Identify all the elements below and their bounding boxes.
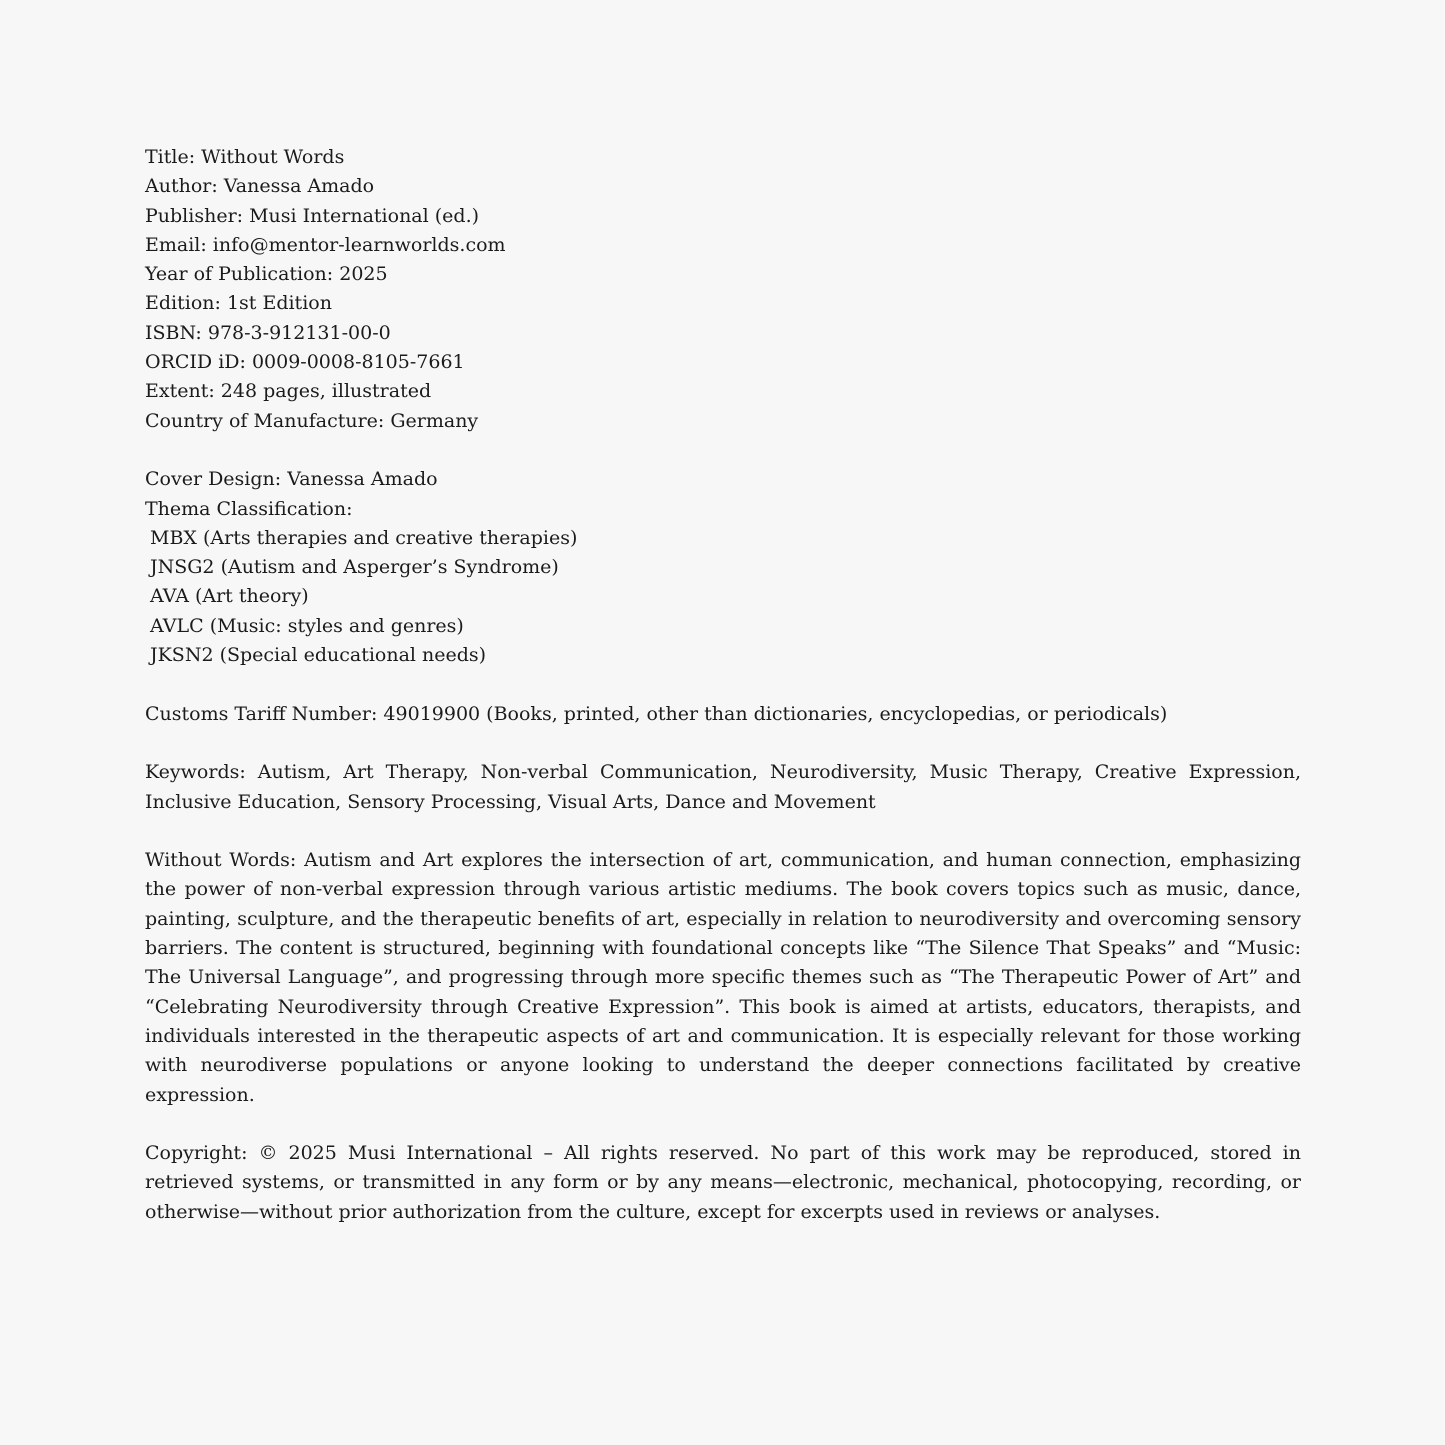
thema-item: AVA (Art theory) (150, 585, 309, 608)
thema-heading: Thema Classification: (145, 497, 353, 520)
thema-item: JNSG2 (Autism and Asperger’s Syndrome) (150, 556, 559, 579)
customs-line: Customs Tariff Number: 49019900 (Books, printed, other than dictionaries, encyclopedias, or periodicals) (145, 702, 1168, 725)
spacer (145, 1110, 1301, 1139)
title-line: Title: Without Words (145, 146, 345, 168)
imprint-page (145, 143, 1301, 1227)
cover-design-line: Cover Design: Vanessa Amado (145, 468, 438, 491)
keywords-paragraph: Keywords: Autism, Art Therapy, Non-verbal Communication, Neurodiversity, Music Therapy, Creative Expression, Inclusive Education, Sensory Processing, Visual Arts, Dance and Movement (145, 761, 1301, 813)
thema-item: MBX (Arts therapies and creative therapies) (150, 526, 578, 549)
isbn-line: ISBN: 978-3-912131-00-0 (145, 321, 391, 344)
metadata-block (145, 143, 1301, 436)
thema-item: AVLC (Music: styles and genres) (150, 614, 464, 637)
classification-block (145, 465, 1301, 670)
year-line: Year of Publication: 2025 (145, 263, 388, 286)
spacer (145, 670, 1301, 699)
copyright-paragraph: Copyright: © 2025 Musi International – All rights reserved. No part of this work may be reproduced, stored in retrieved systems, or transmitted in any form or by any means—electronic, mechanical, photocopying, recording, or otherwise—without prior authorization from the culture, except for excerpts used in reviews or analyses. (145, 1142, 1301, 1223)
publisher-line: Publisher: Musi International (ed.) (145, 204, 480, 227)
author-line: Author: Vanessa Amado (145, 175, 375, 198)
edition-line: Edition: 1st Edition (145, 292, 332, 315)
spacer (145, 817, 1301, 846)
country-line: Country of Manufacture: Germany (145, 409, 479, 432)
email-line: Email: info@mentor-learnworlds.com (145, 233, 506, 256)
orcid-line: ORCID iD: 0009-0008-8105-7661 (145, 351, 465, 374)
extent-line: Extent: 248 pages, illustrated (145, 380, 432, 403)
spacer (145, 436, 1301, 465)
description-paragraph: Without Words: Autism and Art explores the intersection of art, communication, and human connection, emphasizing the power of non-verbal expression through various artistic mediums. The book covers topics such as music, dance, painting, sculpture, and the therapeutic benefits of art, especially in relation to neurodiversity and overcoming sensory barriers. The content is structured, beginning with foundational concepts like “The Silence That Speaks” and “Music: The Universal Language”, and progressing through more specific themes such as “The Therapeutic Power of Art” and “Celebrating Neurodiversity through Creative Expression”. This book is aimed at artists, educators, therapists, and individuals interested in the therapeutic aspects of art and communication. It is especially relevant for those working with neurodiverse populations or anyone looking to understand the deeper connections facilitated by creative expression. (145, 849, 1301, 1106)
spacer (145, 729, 1301, 758)
thema-item: JKSN2 (Special educational needs) (150, 644, 487, 667)
